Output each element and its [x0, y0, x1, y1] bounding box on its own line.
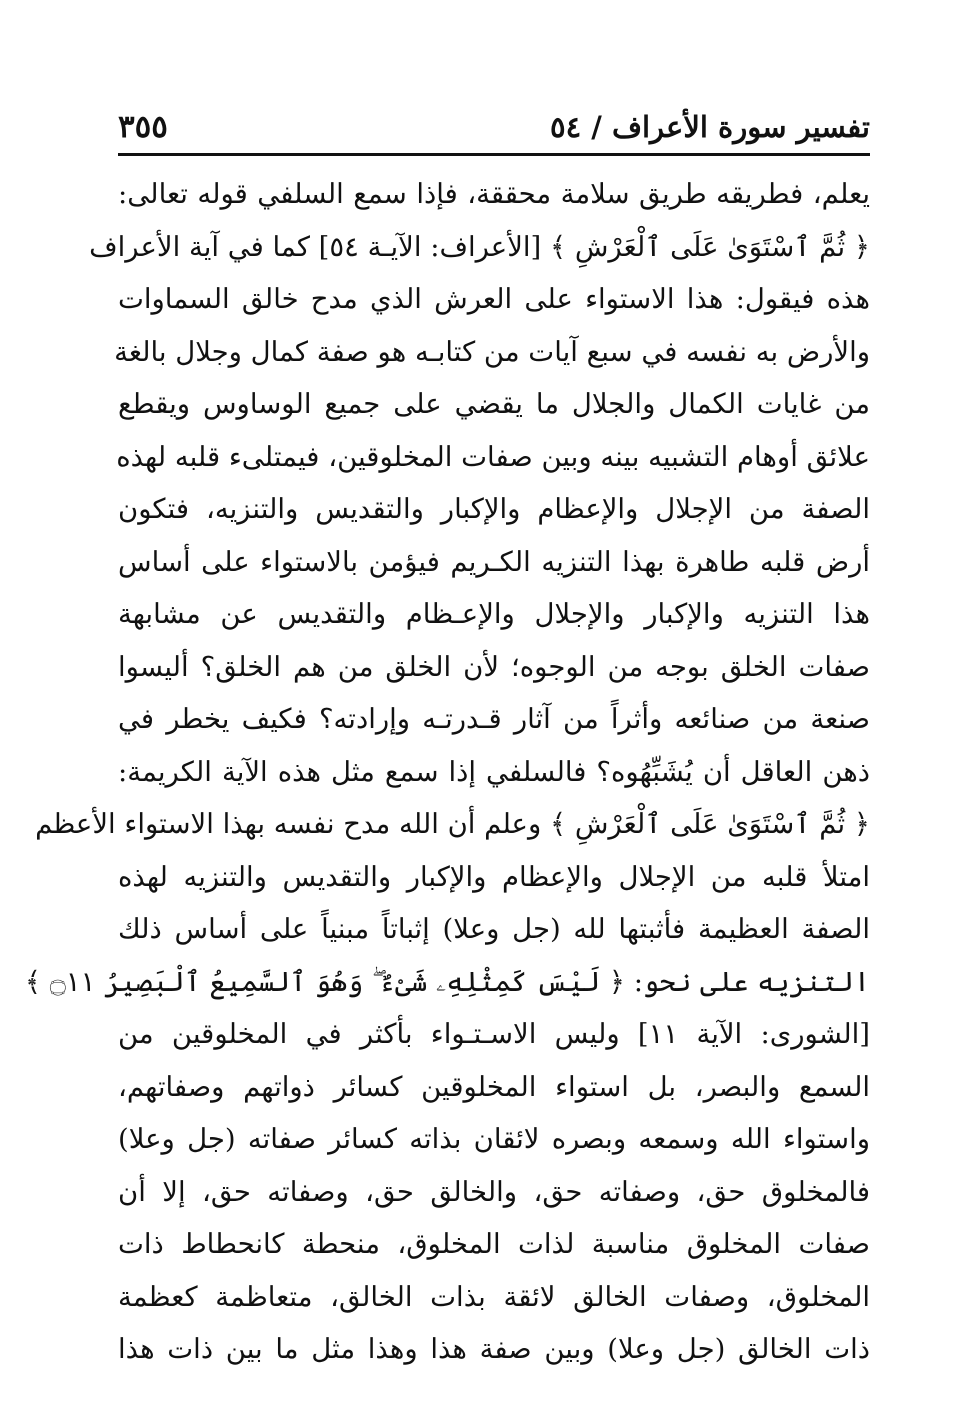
text-line: من غايات الكمال والجلال ما يقضي على جميع الوساوس ويقطع — [118, 388, 870, 420]
text-line: هذه فيقول: هذا الاستواء على العرش الذي مدح خالق السماوات — [118, 283, 870, 315]
text-line: علائق أوهام التشبيه بينه وبين صفات المخلوقين، فيمتلىء قلبه لهذه — [116, 440, 870, 473]
body-text — [24, 168, 870, 1376]
text-line: التنزيه على نحو: ﴿ لَيْسَ كَمِثْلِهِۦ شَىْءٌ ۖ وَهُوَ ٱلسَّمِيعُ ٱلْبَصِيرُ ۝١١ ﴾ — [24, 965, 870, 998]
text-line: ﴿ ثُمَّ ٱسْتَوَىٰ عَلَى ٱلْعَرْشِ ﴾ وعلم أن الله مدح نفسه بهذا الاستواء الأعظم — [35, 808, 870, 840]
page-header — [118, 104, 870, 154]
text-line: فالمخلوق حق، وصفاته حق، والخالق حق، وصفاته حق، إلا أن — [118, 1175, 870, 1208]
text-line: أرض قلبه طاهرة بهذا التنزيه الكـريم فيؤمن بالاستواء على أساس — [118, 545, 870, 578]
text-line: المخلوق، وصفات الخالق لائقة بذات الخالق، متعاظمة كعظمة — [118, 1280, 870, 1313]
text-line: الصفة العظيمة فأثبتها لله (جل وعلا) إثباتاً مبنياً على أساس ذلك — [118, 913, 870, 945]
page-number: ٣٥٥ — [118, 109, 168, 145]
text-line: صفات الخلق بوجه من الوجوه؛ لأن الخلق من هم الخلق؟ أليسوا — [118, 650, 870, 683]
text-line: يعلم، فطريقه طريق سلامة محققة، فإذا سمع السلفي قوله تعالى: — [118, 178, 870, 210]
text-line: هذا التنزيه والإكبار والإجلال والإعـظام والتقديس عن مشابهة — [118, 598, 870, 630]
text-line: ﴿ ثُمَّ ٱسْتَوَىٰ عَلَى ٱلْعَرْشِ ﴾ [الأعراف: الآيـة ٥٤] كما في آية الأعراف — [89, 230, 870, 263]
text-line: الصفة من الإجلال والإعظام والإكبار والتقديس والتنزيه، فتكون — [118, 493, 870, 525]
text-line: امتلأ قلبه من الإجلال والإعظام والإكبار والتقديس والتنزيه لهذه — [118, 860, 870, 893]
text-line: واستواء الله وسمعه وبصره لائقان بذاته كسائر صفاته (جل وعلا) — [118, 1123, 870, 1155]
text-line: والأرض به نفسه في سبع آيات من كتابـه هو صفة كمال وجلال بالغة — [114, 335, 870, 368]
text-line: صنعة من صنائعه وأثراً من آثار قـدرتـه وإرادته؟ فكيف يخطر في — [118, 703, 870, 735]
text-line: السمع والبصر، بل استواء المخلوقين كسائر ذواتهم وصفاتهم، — [118, 1070, 870, 1103]
text-line: صفات المخلوق مناسبة لذات المخلوق، منحطة كانحطاط ذات — [118, 1228, 870, 1260]
text-line: ذهن العاقل أن يُشَبِّهُوه؟ فالسلفي إذا سمع مثل هذه الآية الكريمة: — [118, 755, 870, 788]
text-line: ذات الخالق (جل وعلا) وبين صفة هذا وهذا مثل ما بين ذات هذا — [118, 1333, 870, 1365]
running-title: تفسير سورة الأعراف / ٥٤ — [550, 110, 870, 144]
header-rule — [118, 153, 870, 156]
text-line: [الشورى: الآية ١١] وليس الاسـتـواء بأكثر في المخلوقين من — [118, 1018, 870, 1050]
